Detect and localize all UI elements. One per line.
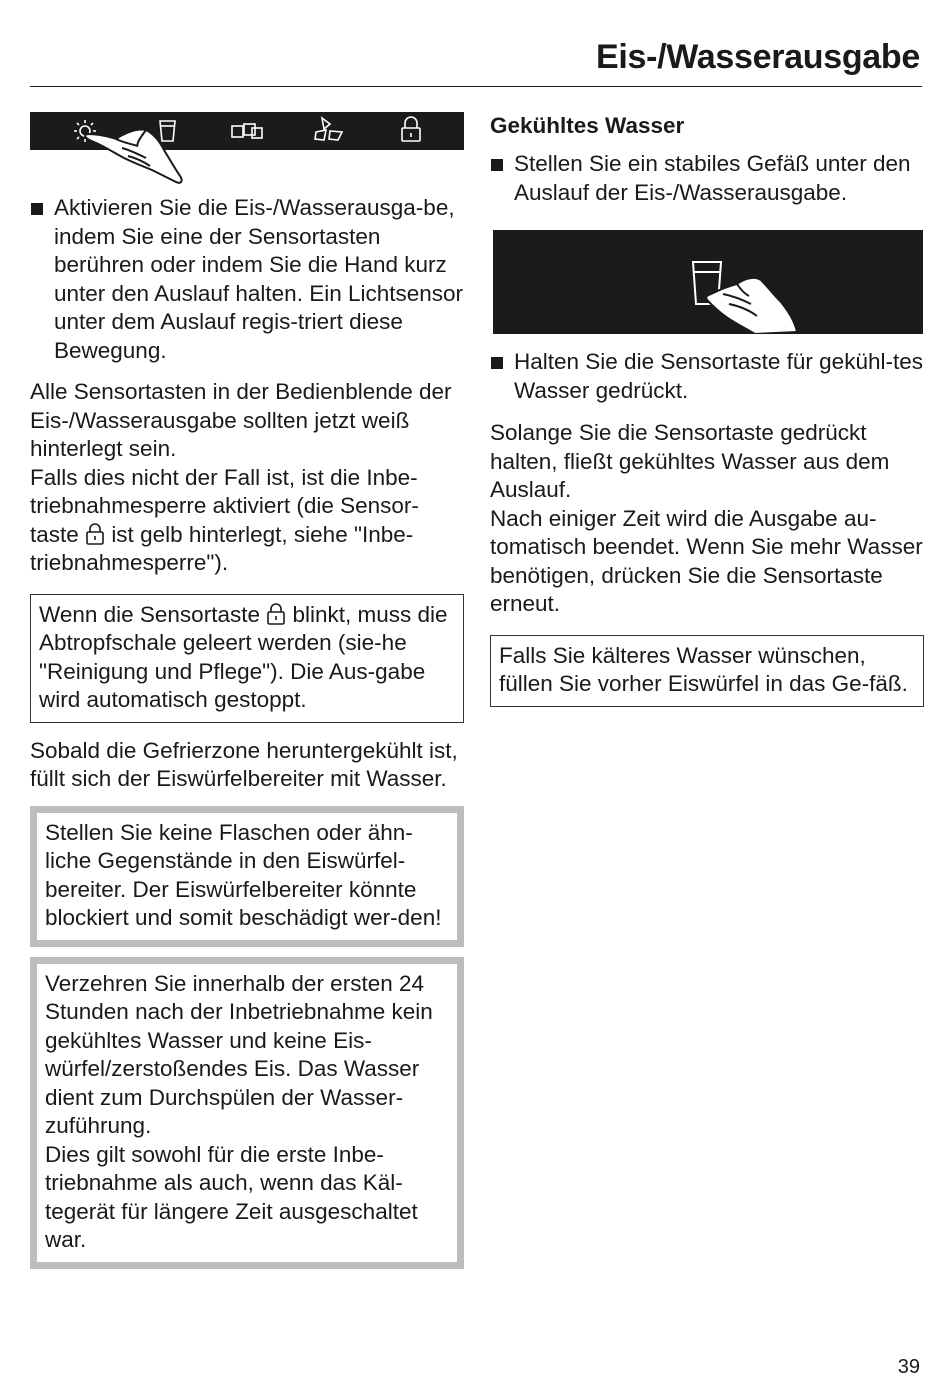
ice-cubes-icon — [232, 124, 262, 138]
right-column — [490, 112, 924, 707]
warning-box-bottles: Stellen Sie keine Flaschen oder ähn-liche Gegenstände in den Eiswürfel-bereiter. Der Eiswürfelbereiter könnte blockiert und somit beschädigt wer-den! — [30, 806, 464, 947]
auto-stop-paragraph: Nach einiger Zeit wird die Ausgabe au-tomatisch beendet. Wenn Sie mehr Wasser benötigen, drücken Sie die Sensortaste erneut. — [490, 505, 923, 616]
title-divider — [30, 86, 922, 87]
list-item — [30, 194, 464, 365]
sensor-status-paragraph: Alle Sensortasten in der Bedienblende der Eis-/Wasserausgabe sollten jetzt weiß hinterlegt sein. — [30, 379, 452, 461]
list-item — [490, 150, 924, 207]
flow-paragraph: Solange Sie die Sensortaste gedrückt halten, fließt gekühltes Wasser aus dem Auslauf. — [490, 420, 890, 502]
water-button-illustration — [493, 230, 923, 334]
lock-icon — [266, 603, 286, 625]
section-heading: Gekühltes Wasser — [490, 113, 685, 138]
hand-illustration — [85, 129, 182, 182]
lock-icon — [402, 117, 420, 141]
ice-maker-paragraph: Sobald die Gefrierzone heruntergekühlt ist, füllt sich der Eiswürfelbereiter mit Wasser. — [30, 737, 458, 791]
water-glass-icon — [160, 121, 175, 141]
activate-instruction: Aktivieren Sie die Eis-/Wasserausga-be, indem Sie eine der Sensortasten berühren oder indem Sie die Hand kurz unter den Auslauf halten. Ein Lichtsensor unter dem Auslauf regis-triert diese Bewegung. — [54, 195, 464, 363]
page-title: Eis-/Wasserausgabe — [595, 38, 920, 76]
bullet-square — [491, 357, 503, 369]
crushed-ice-icon — [315, 118, 342, 140]
left-column — [30, 112, 464, 1269]
bullet-square — [31, 203, 43, 215]
startup-lock-paragraph: Falls dies nicht der Fall ist, ist die Inbe-triebnahmesperre aktiviert (die Sensor-taste ist gelb hinterlegt, siehe "Inbe-triebnahmesperre"). — [30, 464, 419, 575]
hold-button-instruction: Halten Sie die Sensortaste für gekühl-tes Wasser gedrückt. — [514, 349, 923, 403]
place-container-instruction: Stellen Sie ein stabiles Gefäß unter den Auslauf der Eis-/Wasserausgabe. — [514, 151, 911, 205]
page-number: 39 — [897, 1356, 920, 1378]
bullet-square — [491, 159, 503, 171]
control-panel-illustration — [30, 112, 464, 150]
note-box: Falls Sie kälteres Wasser wünschen, füllen Sie vorher Eiswürfel in das Ge-fäß. — [490, 635, 924, 707]
note-box: Wenn die Sensortaste blinkt, muss die Abtropfschale geleert werden (sie-he "Reinigung und Pflege"). Die Aus-gabe wird automatisch gestoppt. — [30, 594, 464, 723]
lock-icon — [85, 523, 105, 545]
warning-box-first-24h: Verzehren Sie innerhalb der ersten 24 Stunden nach der Inbetriebnahme kein gekühltes Wasser und keine Eis-würfel/zerstoßendes Eis. Das Wasser dient zum Durchspülen der Wasser-zuführung. Dies gilt sowohl für die erste Inbe-triebnahme als auch, wenn das Käl-tegerät für längere Zeit ausgeschaltet war. — [30, 957, 464, 1269]
list-item — [490, 348, 924, 405]
